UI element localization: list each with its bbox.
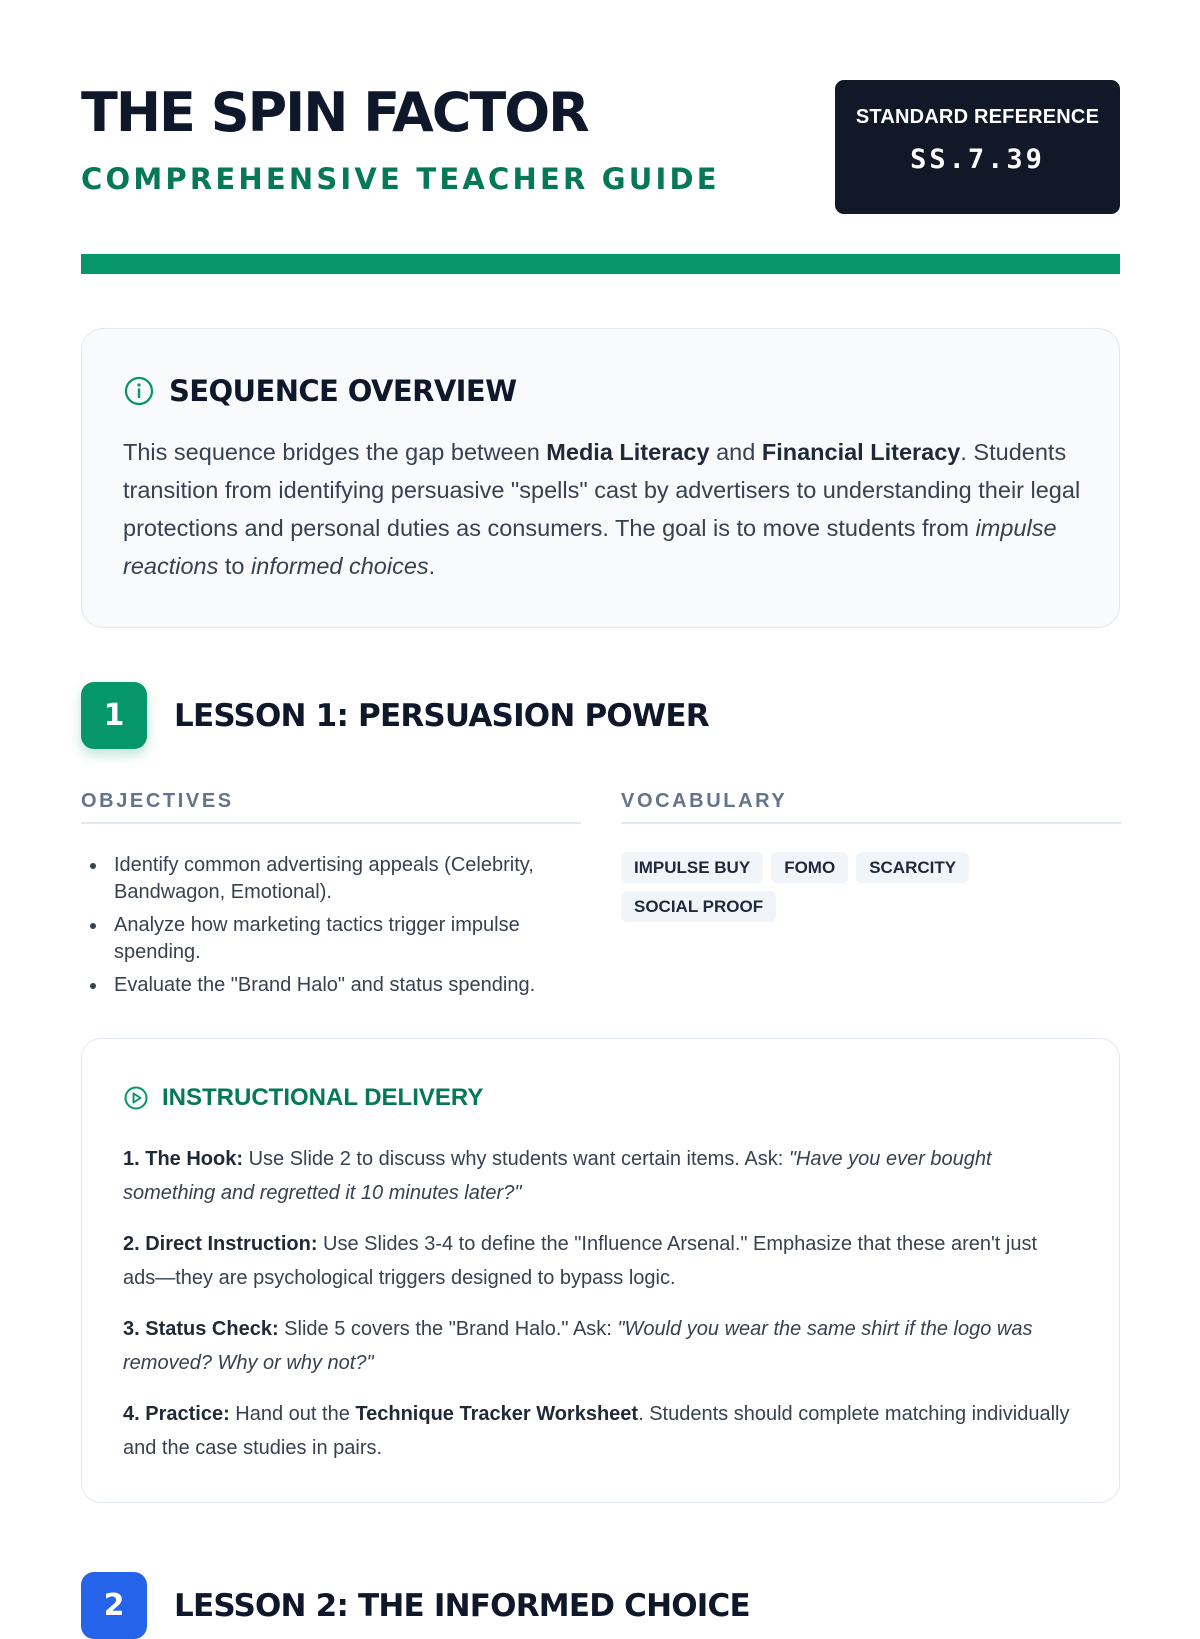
page-title: THE SPIN FACTOR (81, 81, 588, 144)
list-item: Evaluate the "Brand Halo" and status spending. (81, 972, 581, 999)
list-item: Identify common advertising appeals (Celebrity, Bandwagon, Emotional). (81, 852, 581, 905)
delivery-heading (123, 1083, 483, 1113)
vocab-tag: FOMO (771, 852, 848, 883)
objectives-section (81, 790, 581, 1006)
lesson-title: LESSON 1: PERSUASION POWER (174, 697, 709, 734)
page-subtitle: COMPREHENSIVE TEACHER GUIDE (81, 162, 720, 196)
vocabulary-heading: VOCABULARY (621, 790, 1121, 824)
delivery-title: INSTRUCTIONAL DELIVERY (162, 1084, 484, 1111)
list-item: Analyze how marketing tactics trigger impulse spending. (81, 912, 581, 965)
delivery-step: 1. The Hook: Use Slide 2 to discuss why students want certain items. Ask: "Have you ever bought something and regretted it 10 minutes later?" (123, 1148, 992, 1204)
media-literacy-term: Media Literacy (546, 439, 710, 465)
overview-title: SEQUENCE OVERVIEW (169, 374, 517, 408)
objectives-list (81, 852, 581, 999)
lesson-1-heading (81, 682, 709, 749)
vocabulary-tags (621, 852, 1021, 930)
lesson-2-heading (81, 1572, 750, 1639)
page-header (81, 80, 1120, 216)
objectives-heading: OBJECTIVES (81, 790, 581, 824)
delivery-step: 3. Status Check: Slide 5 covers the "Brand Halo." Ask: "Would you wear the same shirt if the logo was removed? Why or why not?" (123, 1318, 1033, 1374)
header-divider (81, 254, 1120, 274)
worksheet-name: Technique Tracker Worksheet (355, 1403, 639, 1425)
standard-label: STANDARD REFERENCE (855, 106, 1100, 128)
sequence-overview-card (81, 328, 1120, 628)
vocabulary-section (621, 790, 1121, 930)
overview-text: This sequence bridges the gap between Media Literacy and Financial Literacy. Students transition from identifying persuasive "spells" cast by advertisers to understanding their legal protections and personal duties as consumers. The goal is to move students from impulse reactions to informed choices. (123, 439, 1081, 579)
standard-reference-box (835, 80, 1120, 214)
play-circle-icon (123, 1085, 149, 1111)
lesson-title: LESSON 2: THE INFORMED CHOICE (174, 1587, 750, 1624)
delivery-step: 2. Direct Instruction: Use Slides 3-4 to define the "Influence Arsenal." Emphasize that these aren't just ads—they are psychological triggers designed to bypass logic. (123, 1233, 1038, 1289)
vocab-tag: SOCIAL PROOF (621, 891, 776, 922)
financial-literacy-term: Financial Literacy (761, 439, 961, 465)
standard-code: SS.7.39 (910, 144, 1045, 175)
impulse-reactions-term: impulse reactions (123, 515, 1057, 579)
delivery-steps (123, 1143, 1073, 1483)
lesson-number-badge: 2 (81, 1572, 147, 1639)
informed-choices-term: informed choices (251, 553, 429, 579)
delivery-step: 4. Practice: Hand out the Technique Tracker Worksheet. Students should complete matching individually and the case studies in pairs. (123, 1403, 1070, 1459)
lesson-number-badge: 1 (81, 682, 147, 749)
vocab-tag: IMPULSE BUY (621, 852, 763, 883)
info-circle-icon (123, 375, 155, 407)
instructional-delivery-card (81, 1038, 1120, 1503)
vocab-tag: SCARCITY (856, 852, 969, 883)
overview-heading (123, 373, 516, 409)
